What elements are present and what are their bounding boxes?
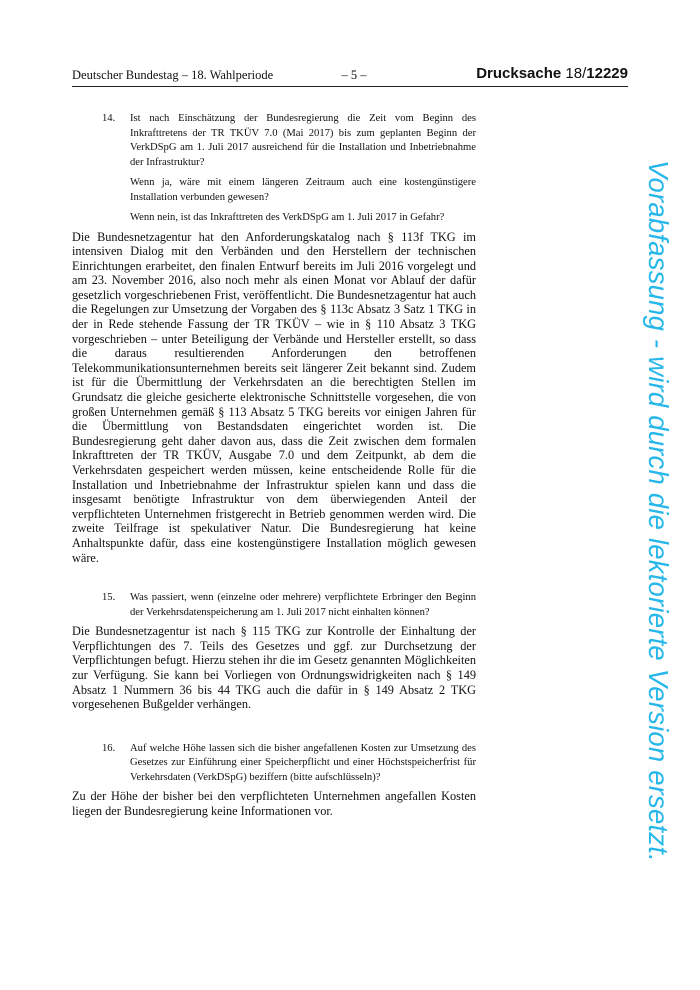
document-number-suffix: 12229 bbox=[586, 65, 628, 82]
question-16 bbox=[72, 742, 476, 786]
question-text: Ist nach Einschätzung der Bundesregierung die Zeit vom Beginn des Inkrafttretens der TR TKÜV 7.0 (Mai 2017) bis zum geplanten Beginn der VerkDSpG am 1. Juli 2017 ausreichend für die Installation und Inbetriebnahme der Infrastruktur? bbox=[130, 113, 476, 168]
question-number: 15. bbox=[102, 592, 116, 604]
answer-text: Die Bundesnetzagentur ist nach § 115 TKG zur Kontrolle der Einhaltung der Verpflichtungen des 7. Teils des Gesetzes und ggf. zur Durchsetzung der Verpflichtungen befugt. Hierzu stehen ihr die im Gesetz genannten Möglichkeiten zur Verfügung. Sie kann bei Vorliegen von Ordnungswidrigkeiten nach § 149 Absatz 1 Nummern 36 bis 44 TKG auch die dafür in § 149 Absatz 2 TKG vorgesehenen Bußgelder verhängen. bbox=[72, 624, 476, 712]
document-number bbox=[476, 65, 628, 82]
publication-title: Deutscher Bundestag – 18. Wahlperiode bbox=[72, 68, 274, 82]
question-subtext: Wenn ja, wäre mit einem längeren Zeitraum auch eine kostengünstigere Installation verbunden gewesen? bbox=[130, 177, 476, 203]
question-number: 14. bbox=[102, 113, 116, 124]
question-subtext: Wenn nein, ist das Inkrafttreten des VerkDSpG am 1. Juli 2017 in Gefahr? bbox=[130, 212, 445, 223]
answer-15 bbox=[72, 624, 476, 712]
page-header bbox=[72, 66, 628, 87]
document-label: Drucksache bbox=[476, 65, 562, 82]
answer-16 bbox=[72, 789, 476, 818]
document-number-prefix: 18/ bbox=[565, 65, 587, 82]
question-15 bbox=[72, 591, 476, 620]
document-body bbox=[72, 112, 476, 818]
page-number: – 5 – bbox=[341, 68, 367, 82]
draft-watermark bbox=[636, 108, 680, 914]
question-14 bbox=[72, 112, 476, 226]
watermark-text: Vorabfassung - wird durch die lektorierte Version ersetzt. bbox=[643, 160, 674, 862]
question-text: Auf welche Höhe lassen sich die bisher angefallenen Kosten zur Umsetzung des Gesetzes zur Einführung einer Speicherpflicht und einer Höchstspeicherfrist für Verkehrsdaten (VerkDSpG) beziffern (bitte aufschlüsseln)? bbox=[130, 742, 476, 783]
answer-text: Zu der Höhe der bisher bei den verpflichteten Unternehmen angefallen Kosten liegen der Bundesregierung keine Informationen vor. bbox=[72, 789, 476, 818]
question-number: 16. bbox=[102, 742, 116, 754]
answer-14 bbox=[72, 230, 476, 566]
question-text: Was passiert, wenn (einzelne oder mehrere) verpflichtete Erbringer den Beginn der Verkehrsdatenspeicherung am 1. Juli 2017 nicht einhalten können? bbox=[130, 592, 476, 618]
answer-text: Die Bundesnetzagentur hat den Anforderungskatalog nach § 113f TKG im intensiven Dialog mit den Verbänden und den Herstellern der technischen Einrichtungen erarbeitet, den finalen Entwurf bereits im Juli 2016 vorgelegt und am 23. November 2016, also noch mehr als einen Monat vor Ablauf der dafür gesetzlich vorgeschriebenen Frist, veröffentlicht. Die Bundesnetzagentur hat auch die Regelungen zur Umsetzung der Vorgaben des § 113c Absatz 3 Satz 1 TKG in der in Rede stehende Fassung der TR TKÜV – wie in § 110 Absatz 3 TKG vorgeschrieben – unter Beteiligung der Verbände und Hersteller erstellt, so dass die daraus resultierenden Anforderungen den betroffenen Telekommunikationsunternehmen bereits seit längerer Zeit bekannt sind. Zudem ist für die Übermittlung der Verkehrsdaten an die berechtigten Stellen im Grundsatz die gleiche gesicherte elektronische Schnittstelle vorgesehen, die von großen Unternehmen gemäß § 113 Absatz 5 TKG bereits vor einigen Jahren für die Übermittlung von Bestandsdaten eingerichtet worden ist. Die Bundesregierung geht daher davon aus, dass die Zeit zwischen dem formalen Inkrafttreten der TR TKÜV, Ausgabe 7.0 und dem Zeitpunkt, ab dem die Verkehrsdaten gespeichert werden müssen, keine entscheidende Rolle für die Installation und Inbetriebnahme der Infrastruktur spielen kann und dass die insgesamt benötigte Infrastruktur von dem überwiegenden Anteil der verpflichteten Unternehmen fristgerecht in Betrieb genommen werden wird. Die zweite Teilfrage ist spekulativer Natur. Die Bundesregierung hat keine Anhaltspunkte dafür, dass eine kostengünstigere Installation möglich gewesen wäre. bbox=[72, 229, 476, 565]
